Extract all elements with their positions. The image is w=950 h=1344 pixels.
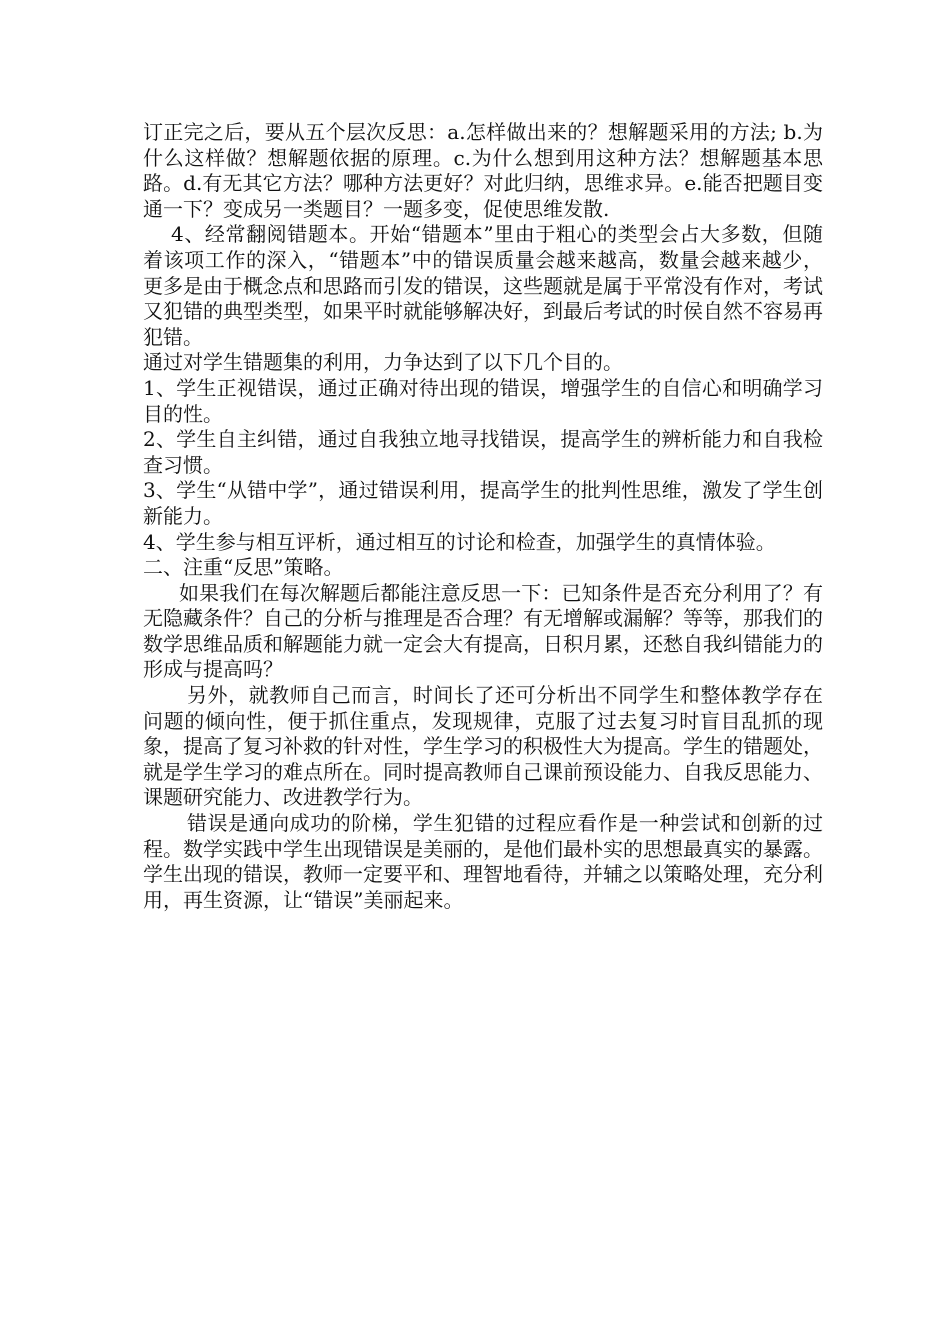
paragraph-goal-1: 1、学生正视错误，通过正确对待出现的错误，增强学生的自信心和明确学习目的性。: [143, 375, 823, 426]
paragraph-errors-conclusion: 错误是通向成功的阶梯，学生犯错的过程应看作是一种尝试和创新的过程。数学实践中学生出现错误是美丽的，是他们最朴实的思想最真实的暴露。学生出现的错误，教师一定要平和、理智地看待，并辅之以策略处理，充分利用，再生资源，让“错误”美丽起来。: [143, 811, 823, 912]
paragraph-goal-4: 4、学生参与相互评析，通过相互的讨论和检查，加强学生的真情体验。: [143, 529, 776, 554]
paragraph-reflection-questions: 如果我们在每次解题后都能注意反思一下：已知条件是否充分利用了？有无隐藏条件？自己的分析与推理是否合理？有无增解或漏解？等等，那我们的数学思维品质和解题能力就一定会大有提高，日积月累，还愁自我纠错能力的形成与提高吗？: [143, 580, 823, 682]
paragraph-teacher-perspective: 另外，就教师自己而言，时间长了还可分析出不同学生和整体教学存在问题的倾向性，便于抓住重点，发现规律，克服了过去复习时盲目乱抓的现象，提高了复习补救的针对性，学生学习的积极性大为提高。学生的错题处，就是学生学习的难点所在。同时提高教师自己课前预设能力、自我反思能力、课题研究能力、改进教学行为。: [143, 683, 823, 810]
section-heading-reflection-strategy: 二、注重“反思”策略。: [143, 555, 344, 580]
paragraph-goal-2: 2、学生自主纠错，通过自我独立地寻找错误，提高学生的辨析能力和自我检查习惯。: [143, 427, 823, 477]
document-body: [143, 120, 823, 913]
paragraph-goals-intro: 通过对学生错题集的利用，力争达到了以下几个目的。: [143, 350, 623, 375]
paragraph-goal-3: 3、学生“从错中学”，通过错误利用，提高学生的批判性思维，激发了学生创新能力。: [143, 478, 823, 528]
paragraph-review-error-book: 4、经常翻阅错题本。开始“错题本”里由于粗心的类型会占大多数，但随着该项工作的深入，“错题本”中的错误质量会越来越高，数量会越来越少，更多是由于概念点和思路而引发的错误，这些题就是属于平常没有作对，考试又犯错的典型类型，如果平时就能够解决好，到最后考试的时侯自然不容易再犯错。: [143, 222, 823, 349]
paragraph-reflection-levels: 订正完之后，要从五个层次反思：a.怎样做出来的？想解题采用的方法; b.为什么这样做？想解题依据的原理。c.为什么想到用这种方法？想解题基本思路。d.有无其它方法？哪种方法更好？对此归纳，思维求异。e.能否把题目变通一下？变成另一类题目？一题多变，促使思维发散.: [143, 120, 823, 221]
